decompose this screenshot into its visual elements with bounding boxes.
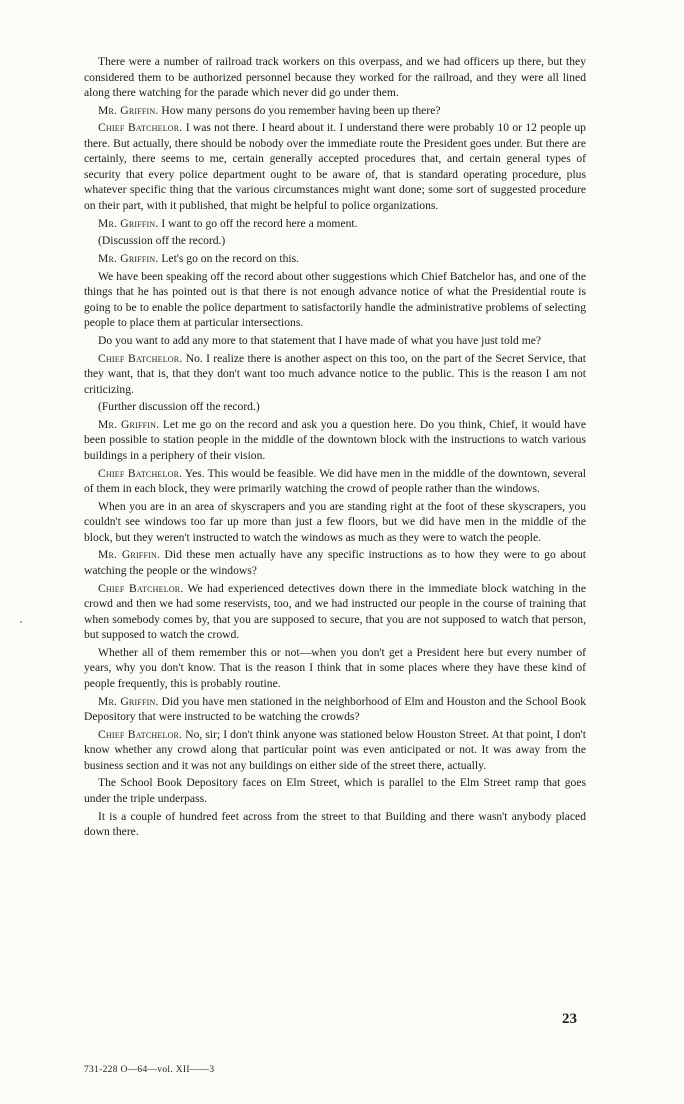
speaker-name: Mr. Griffin. bbox=[98, 251, 159, 265]
speaker-name: Mr. Griffin. bbox=[98, 103, 159, 117]
paragraph: There were a number of railroad track workers on this overpass, and we had officers up there, but they considered them to be authorized personnel because they worked for the railroad, and they were all lined along there watching for the parade which never did go under them. bbox=[84, 55, 586, 99]
paragraph: The School Book Depository faces on Elm Street, which is parallel to the Elm Street ramp that goes under the triple underpass. bbox=[84, 776, 586, 805]
paragraph: Whether all of them remember this or not—when you don't get a President here but every number of years, why you don't know. That is the reason I think that in some places where they have these kind of people frequently, this is probably routine. bbox=[84, 645, 586, 690]
speaker-name: Mr. Griffin. bbox=[98, 417, 160, 431]
scan-speck bbox=[20, 621, 22, 623]
paragraph: Chief Batchelor. I was not there. I heard about it. I understand there were probably 10 or 12 people up there. But actually, there should be nobody over the immediate route the President goes under. But there are certainly, there seems to me, certain generally accepted procedures that, and certain general types of security that every police department ought to be aware of, that is standard operating procedure, plus whatever specific thing that the various circumstances might want done; some sort of suggested procedure on their part, with it published, that might be helpful to police organizations. bbox=[84, 121, 586, 212]
speaker-name: Chief Batchelor. bbox=[98, 581, 184, 595]
speaker-name: Chief Batchelor. bbox=[98, 727, 183, 741]
paragraph: Chief Batchelor. Yes. This would be feasible. We did have men in the middle of the downtown, several of them in each block, they were primarily watching the crowd of people rather than the windows. bbox=[84, 466, 586, 496]
paragraph: Chief Batchelor. No, sir; I don't think anyone was stationed below Houston Street. At that point, I don't know whether any crowd along that particular point was even anticipated or not. It was away from the business section and it was not any buildings on either side of the street there, actually. bbox=[84, 727, 586, 772]
paragraph: It is a couple of hundred feet across from the street to that Building and there wasn't anybody placed down there. bbox=[84, 809, 586, 839]
paragraph: We have been speaking off the record about other suggestions which Chief Batchelor has, and one of the things that he has pointed out is that there is not enough advance notice of what the Presidential route is going to be to enable the police department to satisfactorily handle the administrative problems of selecting people to place them at particular intersections. bbox=[84, 269, 586, 330]
paragraph: Mr. Griffin. Did you have men stationed in the neighborhood of Elm and Houston and the School Book Depository that were instructed to be watching the crowds? bbox=[84, 694, 586, 723]
paragraph: Mr. Griffin. I want to go off the record here a moment. bbox=[98, 216, 358, 230]
page-number: 23 bbox=[562, 1011, 577, 1027]
paragraph: Chief Batchelor. We had experienced detectives down there in the immediate block watching in the crowd and then we had some reservists, too, and we had instructed our people in the course of training that when somebody comes by, that you are supposed to secure, that you are not supposed to watch that person, but supposed to watch the crowd. bbox=[84, 581, 586, 642]
paragraph: When you are in an area of skyscrapers and you are standing right at the foot of these skyscrapers, you couldn't see windows too far up more than just a few floors, but we did have men in the middle of the block, but they weren't instructed to watch the windows as much as they were to watch the people. bbox=[84, 499, 586, 544]
speaker-name: Mr. Griffin. bbox=[98, 548, 161, 562]
paragraph: (Further discussion off the record.) bbox=[98, 400, 260, 414]
speaker-name: Chief Batchelor. bbox=[98, 351, 183, 365]
paragraph: Do you want to add any more to that statement that I have made of what you have just told me? bbox=[98, 333, 542, 347]
print-code-footer: 731-228 O—64—vol. XII——3 bbox=[84, 1065, 215, 1075]
paragraph: Mr. Griffin. Let's go on the record on this. bbox=[98, 251, 299, 265]
paragraph: Chief Batchelor. No. I realize there is another aspect on this too, on the part of the Secret Service, that they want, that is, that they don't want too much advance notice to the public. This is the reason I am not criticizing. bbox=[84, 351, 586, 396]
paragraph: Mr. Griffin. How many persons do you remember having been up there? bbox=[98, 103, 441, 117]
speaker-name: Chief Batchelor. bbox=[98, 466, 183, 480]
speaker-name: Mr. Griffin. bbox=[98, 216, 159, 230]
document-body bbox=[84, 54, 586, 842]
paragraph: Mr. Griffin. Did these men actually have any specific instructions as to how they were to go about watching the people or the windows? bbox=[84, 548, 586, 577]
paragraph: Mr. Griffin. Let me go on the record and ask you a question here. Do you think, Chief, it would have been possible to station people in the middle of the downtown block with the instructions to watch various buildings in a periphery of their vision. bbox=[84, 417, 586, 462]
speaker-name: Mr. Griffin. bbox=[98, 694, 159, 708]
paragraph: (Discussion off the record.) bbox=[98, 234, 226, 248]
speaker-name: Chief Batchelor. bbox=[98, 121, 183, 135]
